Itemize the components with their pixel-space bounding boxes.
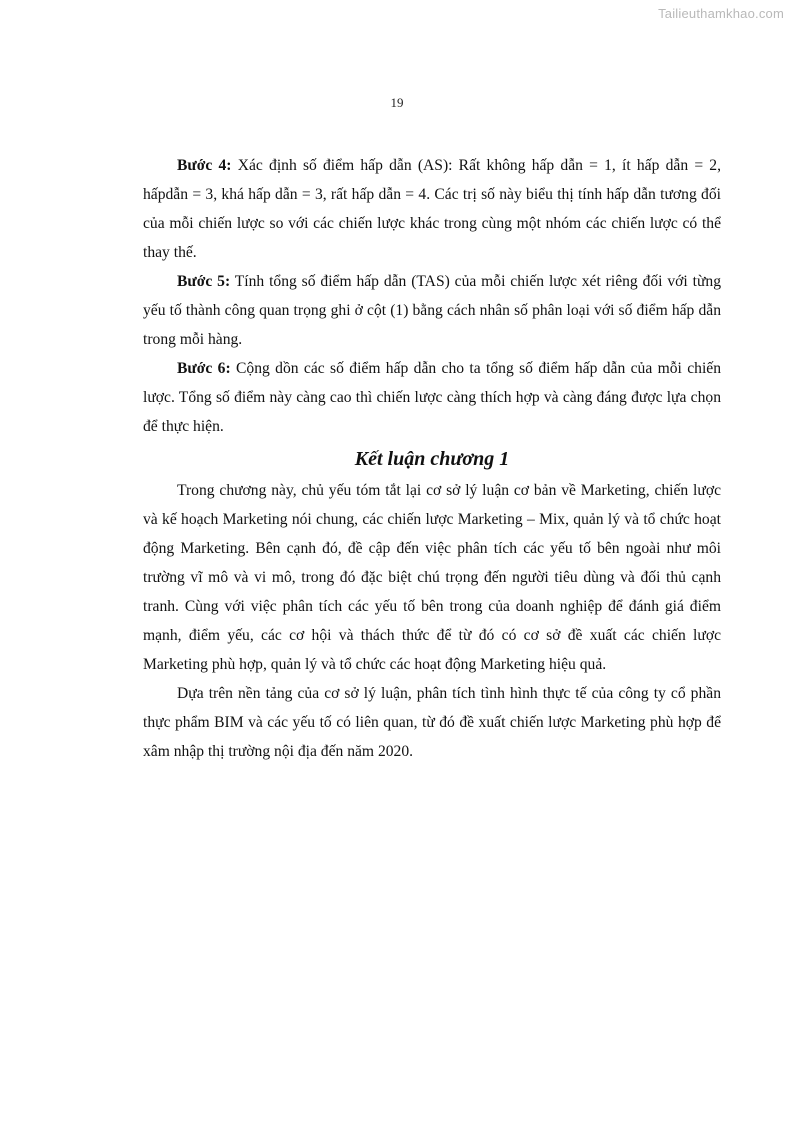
document-body (143, 151, 721, 766)
step-4-label: Bước 4: (177, 157, 232, 174)
conclusion-paragraph-1: Trong chương này, chủ yếu tóm tắt lại cơ sở lý luận cơ bản về Marketing, chiến lược và kế hoạch Marketing nói chung, các chiến lược Marketing – Mix, quản lý và tổ chức hoạt động Marketing. Bên cạnh đó, đề cập đến việc phân tích các yếu tố bên ngoài như môi trường vĩ mô và vi mô, trong đó đặc biệt chú trọng đến người tiêu dùng và đối thủ cạnh tranh. Cùng với việc phân tích các yếu tố bên trong của doanh nghiệp để đánh giá điểm mạnh, điểm yếu, các cơ hội và thách thức để từ đó có cơ sở đề xuất các chiến lược Marketing phù hợp, quản lý và tổ chức các hoạt động Marketing hiệu quả. (143, 482, 721, 673)
step-5-text: Tính tổng số điểm hấp dẫn (TAS) của mỗi chiến lược xét riêng đối với từng yếu tố thành công quan trọng ghi ở cột (1) bằng cách nhân số phân loại với số điểm hấp dẫn trong mỗi hàng. (143, 273, 721, 348)
step-6-label: Bước 6: (177, 360, 231, 377)
page-number: 19 (390, 95, 404, 110)
conclusion-paragraph-2: Dựa trên nền tảng của cơ sở lý luận, phân tích tình hình thực tế của công ty cổ phần thực phẩm BIM và các yếu tố có liên quan, từ đó đề xuất chiến lược Marketing phù hợp để xâm nhập thị trường nội địa đến năm 2020. (143, 685, 721, 760)
step-6-text: Cộng dồn các số điểm hấp dẫn cho ta tổng số điểm hấp dẫn của mỗi chiến lược. Tổng số điểm này càng cao thì chiến lược càng thích hợp và càng đáng được lựa chọn để thực hiện. (143, 360, 722, 435)
step-4-text: Xác định số điểm hấp dẫn (AS): Rất không hấp dẫn = 1, ít hấp dẫn = 2, hấpdẫn = 3, khá hấp dẫn = 3, rất hấp dẫn = 4. Các trị số này biểu thị tính hấp dẫn tương đối của mỗi chiến lược so với các chiến lược khác trong cùng một nhóm các chiến lược có thể thay thế. (143, 157, 722, 261)
step-6-paragraph (143, 354, 721, 441)
watermark-text: Tailieuthamkhao.com (658, 6, 784, 21)
step-5-paragraph (143, 267, 721, 354)
step-5-label: Bước 5: (177, 273, 231, 290)
step-4-paragraph (143, 151, 721, 267)
chapter-conclusion-heading: Kết luận chương 1 (354, 448, 510, 470)
